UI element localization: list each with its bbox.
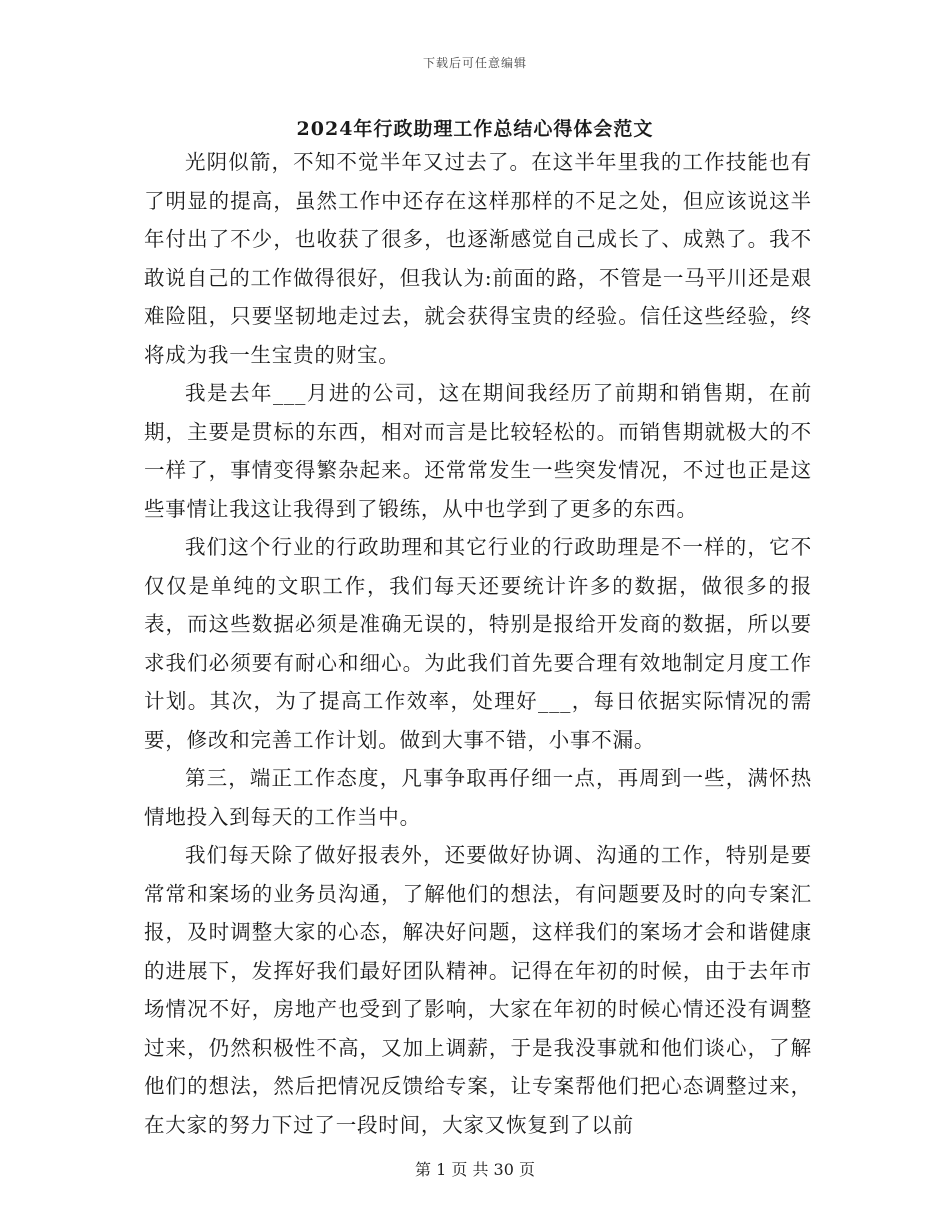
document-body <box>144 143 812 1144</box>
paragraph: 我们这个行业的行政助理和其它行业的行政助理是不一样的，它不仅仅是单纯的文职工作，我们每天还要统计许多的数据，做很多的报表，而这些数据必须是准确无误的，特别是报给开发商的数据，所以要求我们必须要有耐心和细心。为此我们首先要合理有效地制定月度工作计划。其次，为了提高工作效率，处理好___，每日依据实际情况的需要，修改和完善工作计划。做到大事不错，小事不漏。 <box>144 535 812 752</box>
document-title: 2024年行政助理工作总结心得体会范文 <box>296 118 654 140</box>
paragraph: 光阴似箭，不知不觉半年又过去了。在这半年里我的工作技能也有了明显的提高，虽然工作中还存在这样那样的不足之处，但应该说这半年付出了不少，也收获了很多，也逐渐感觉自己成长了、成熟了。我不敢说自己的工作做得很好，但我认为:前面的路，不管是一马平川还是艰难险阻，只要坚韧地走过去，就会获得宝贵的经验。信任这些经验，终将成为我一生宝贵的财宝。 <box>144 150 813 367</box>
paragraph: 我们每天除了做好报表外，还要做好协调、沟通的工作，特别是要常常和案场的业务员沟通，了解他们的想法，有问题要及时的向专案汇报，及时调整大家的心态，解决好问题，这样我们的案场才会和谐健康的进展下，发挥好我们最好团队精神。记得在年初的时候，由于去年市场情况不好，房地产也受到了影响，大家在年初的时候心情还没有调整过来，仍然积极性不高，又加上调薪，于是我没事就和他们谈心，了解他们的想法，然后把情况反馈给专案，让专案帮他们把心态调整过来，在大家的努力下过了一段时间，大家又恢复到了以前 <box>144 843 812 1137</box>
paragraph: 第三，端正工作态度，凡事争取再仔细一点，再周到一些，满怀热情地投入到每天的工作当中。 <box>144 766 812 829</box>
page-number: 第 1 页 共 30 页 <box>415 1160 535 1179</box>
paragraph: 我是去年___月进的公司，这在期间我经历了前期和销售期，在前期，主要是贯标的东西，相对而言是比较轻松的。而销售期就极大的不一样了，事情变得繁杂起来。还常常发生一些突发情况，不过也正是这些事情让我这让我得到了锻练，从中也学到了更多的东西。 <box>144 381 812 521</box>
header-note: 下载后可任意编辑 <box>422 56 527 70</box>
